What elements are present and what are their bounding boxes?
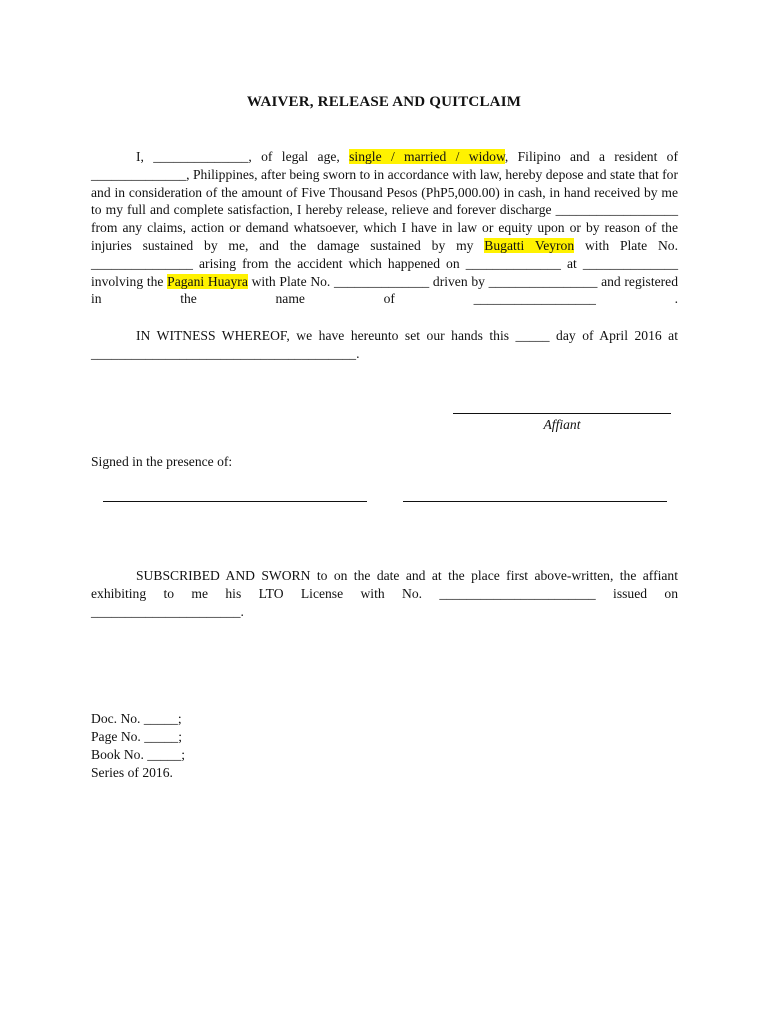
witness-signature-line-1 bbox=[103, 501, 367, 502]
body-text-3: with Plate No. _______________ arising from the accident which happened on ______________ at ______________ involving the bbox=[91, 237, 678, 289]
subscribed-paragraph: SUBSCRIBED AND SWORN to on the date and at the place first above-written, the affiant exhibiting to me his LTO License with No. _______________________ issued on bbox=[91, 568, 678, 601]
subscribed-date-line: ______________________. bbox=[91, 604, 244, 619]
body-text-2: , Filipino and a resident of ______________, Philippines, after being sworn to in accordance with law, hereby depose and state that for and in consideration of the amount of Five Thousand Pesos (PhP5,000.00) in cash, in hand received by me to my full and complete satisfaction, I hereby release, relieve and forever discharge __________________ from any claims, action or demand whatsoever, which I have in law or equity upon or by reason of the injuries sustained by me, and the damage sustained by my bbox=[91, 149, 678, 253]
body-text-4: with Plate No. ______________ driven by ________________ and registered in the name of __________________ . bbox=[91, 273, 678, 307]
document-title: WAIVER, RELEASE AND QUITCLAIM bbox=[246, 94, 522, 110]
witness-place-line: _______________________________________. bbox=[91, 346, 360, 361]
signed-presence-label: Signed in the presence of: bbox=[91, 454, 233, 469]
witness-signature-line-2 bbox=[403, 501, 667, 502]
vehicle-1-highlight: Bugatti Veyron bbox=[484, 237, 575, 253]
civil-status-highlight: single / married / widow bbox=[349, 149, 505, 164]
page-number: Page No. _____; bbox=[91, 729, 182, 744]
witness-paragraph: IN WITNESS WHEREOF, we have hereunto set our hands this _____ day of April 2016 at bbox=[136, 328, 678, 343]
vehicle-2-highlight: Pagani Huayra bbox=[167, 273, 248, 289]
book-number: Book No. _____; bbox=[91, 747, 186, 762]
affiant-label: Affiant bbox=[543, 417, 581, 432]
waiver-paragraph bbox=[91, 148, 678, 326]
affiant-signature-line bbox=[453, 413, 671, 414]
doc-number: Doc. No. _____; bbox=[91, 711, 182, 726]
series-year: Series of 2016. bbox=[91, 765, 173, 780]
body-text-1: I, ______________, of legal age, bbox=[136, 149, 350, 164]
